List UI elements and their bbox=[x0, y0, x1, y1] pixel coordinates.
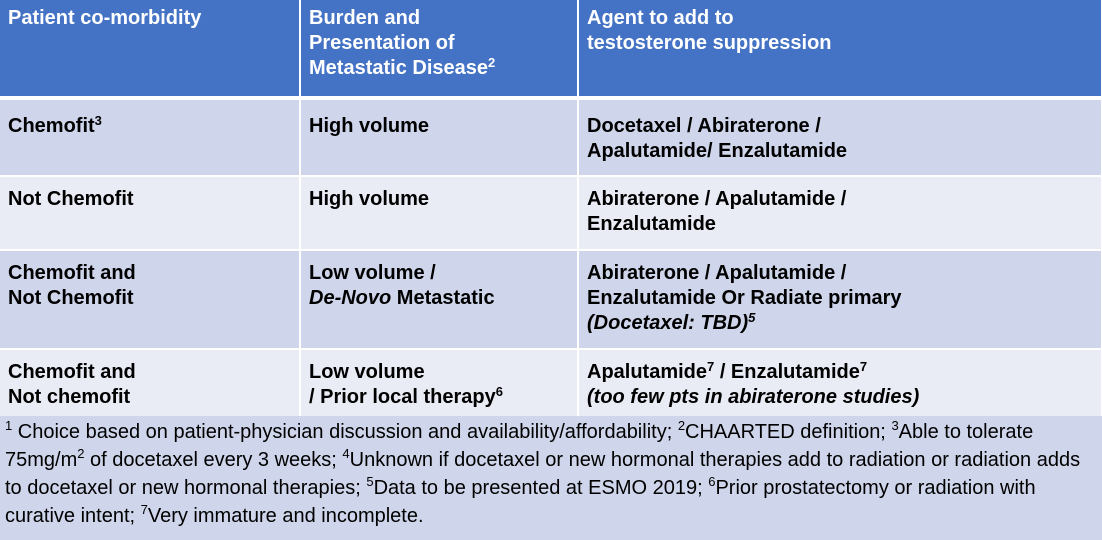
cell-comorbidity bbox=[0, 349, 300, 417]
cell-comorbidity bbox=[0, 98, 300, 176]
table-row bbox=[0, 250, 1102, 349]
header-col3-line1: Agent to add to bbox=[587, 7, 734, 29]
cell-comorbidity bbox=[0, 176, 300, 250]
footnote-number: 3 bbox=[891, 418, 899, 433]
cell-text-italic: (too few pts in abiraterone studies) bbox=[587, 386, 920, 408]
cell-agent bbox=[578, 176, 1102, 250]
cell-text: Abiraterone / Apalutamide / bbox=[587, 262, 847, 284]
cell-text-italic: De-Novo bbox=[309, 287, 392, 309]
cell-text: Apalutamide/ Enzalutamide bbox=[587, 140, 848, 162]
cell-text: Metastatic bbox=[391, 287, 495, 309]
header-col2-line2: Presentation of bbox=[309, 32, 455, 54]
cell-text: Apalutamide bbox=[587, 361, 708, 383]
table-row bbox=[0, 176, 1102, 250]
cell-text: / Enzalutamide bbox=[714, 361, 860, 383]
footnotes bbox=[0, 416, 1102, 540]
footnote-ref: 6 bbox=[495, 384, 503, 399]
header-col2-line3: Metastatic Disease bbox=[309, 57, 488, 79]
cell-text: Docetaxel / Abiraterone / bbox=[587, 115, 821, 137]
cell-text: High volume bbox=[309, 188, 430, 210]
footnote-number: 4 bbox=[342, 446, 350, 461]
cell-text: Enzalutamide bbox=[587, 213, 716, 235]
header-col1-text: Patient co-morbidity bbox=[8, 7, 202, 29]
cell-text: Enzalutamide Or Radiate primary bbox=[587, 287, 902, 309]
footnote-text: of docetaxel every 3 weeks; bbox=[84, 449, 343, 471]
cell-text: Low volume bbox=[309, 361, 425, 383]
cell-text: Chemofit and bbox=[8, 361, 136, 383]
footnote-number: 6 bbox=[708, 474, 716, 489]
footnote-text: Choice based on patient-physician discussion and availability/affordability; bbox=[12, 421, 678, 443]
cell-burden bbox=[300, 250, 578, 349]
footnote-ref: 5 bbox=[748, 310, 756, 325]
footnote-text: Able to tolerate 75mg/m bbox=[5, 421, 1034, 471]
cell-text: Not Chemofit bbox=[8, 188, 134, 210]
header-patient-comorbidity bbox=[0, 0, 300, 98]
header-row bbox=[0, 0, 1102, 98]
cell-agent bbox=[578, 349, 1102, 417]
cell-text: High volume bbox=[309, 115, 430, 137]
footnote-ref: 7 bbox=[707, 359, 715, 374]
cell-text: Chemofit and bbox=[8, 262, 136, 284]
footnote-text: Very immature and incomplete. bbox=[147, 505, 424, 527]
header-burden-presentation bbox=[300, 0, 578, 98]
header-agent-to-add bbox=[578, 0, 1102, 98]
cell-burden bbox=[300, 176, 578, 250]
cell-text: Abiraterone / Apalutamide / bbox=[587, 188, 847, 210]
cell-text-italic: (Docetaxel: TBD) bbox=[587, 312, 749, 334]
cell-comorbidity bbox=[0, 250, 300, 349]
table-row bbox=[0, 349, 1102, 417]
footnote-number: 2 bbox=[677, 418, 686, 433]
cell-burden bbox=[300, 349, 578, 417]
footnote-ref: 2 bbox=[487, 55, 496, 70]
footnote-text: CHAARTED definition; bbox=[685, 421, 892, 443]
cell-burden bbox=[300, 98, 578, 176]
cell-text: Low volume / bbox=[309, 262, 436, 284]
header-col2-line1: Burden and bbox=[309, 7, 421, 29]
footnote-number: 7 bbox=[140, 502, 148, 517]
cell-text: Chemofit bbox=[8, 115, 95, 137]
footnote-text: Prior prostatectomy or radiation with curative intent; bbox=[5, 477, 1036, 527]
cell-agent bbox=[578, 98, 1102, 176]
header-col3-line2: testosterone suppression bbox=[587, 32, 832, 54]
footnote-text: Data to be presented at ESMO 2019; bbox=[373, 477, 709, 499]
footnote-text: Unknown if docetaxel or new hormonal therapies add to radiation or radiation adds to docetaxel or new hormonal therapies; bbox=[5, 449, 1081, 499]
footnote-ref: 7 bbox=[859, 359, 868, 374]
footnote-number: 5 bbox=[366, 474, 374, 489]
footnote-number: 1 bbox=[5, 418, 13, 433]
footnote-number: 2 bbox=[77, 446, 85, 461]
cell-text: / Prior local therapy bbox=[309, 386, 496, 408]
table-row bbox=[0, 98, 1102, 176]
cell-text: Not chemofit bbox=[8, 386, 131, 408]
cell-text: Not Chemofit bbox=[8, 287, 134, 309]
cell-agent bbox=[578, 250, 1102, 349]
footnote-ref: 3 bbox=[94, 113, 102, 128]
